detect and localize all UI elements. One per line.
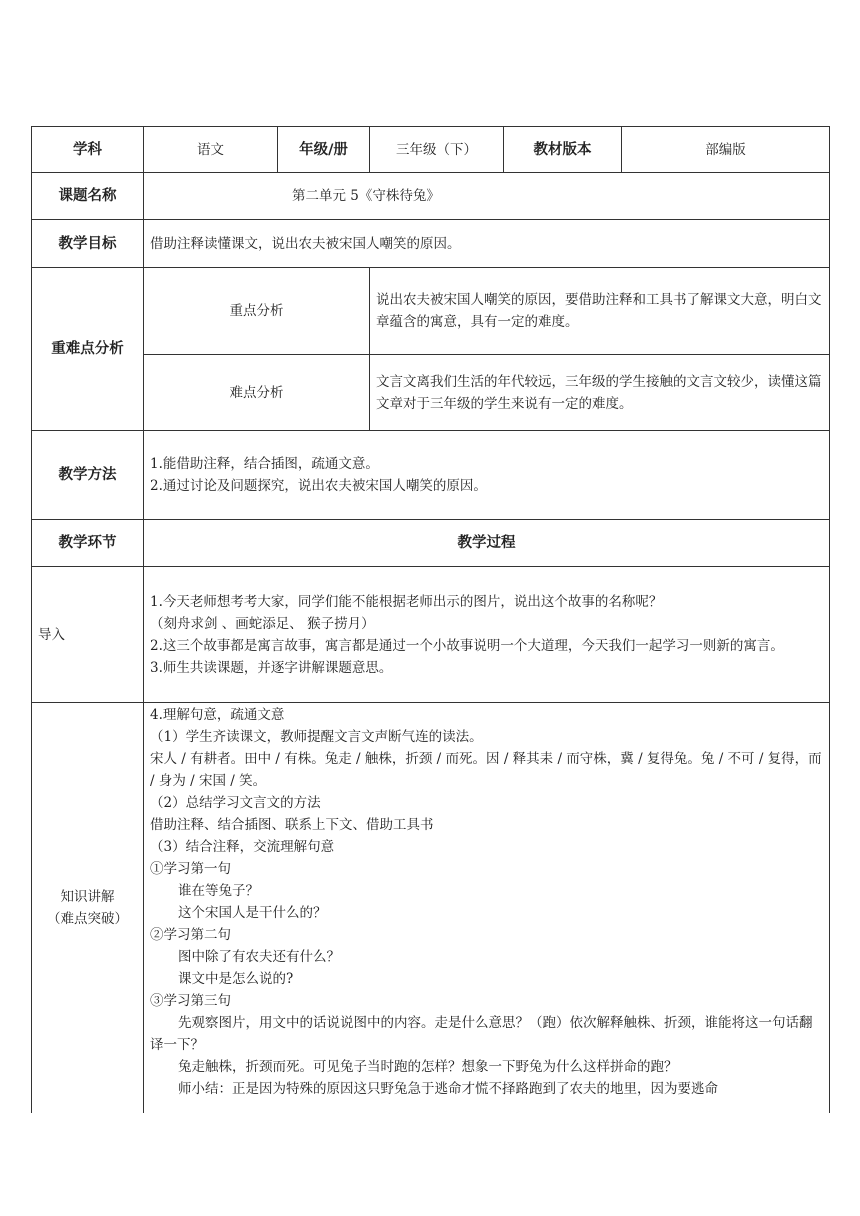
grade-value: 三年级（下）	[370, 127, 504, 173]
textbook-label: 教材版本	[504, 127, 622, 173]
method-content	[144, 431, 830, 520]
knowledge-line: ①学习第一句	[150, 861, 231, 877]
goal-value: 借助注释读懂课文，说出农夫被宋国人嘲笑的原因。	[144, 220, 830, 268]
method-line: 2.通过讨论及问题探究，说出农夫被宋国人嘲笑的原因。	[150, 478, 487, 494]
stage-header: 教学环节	[32, 520, 144, 567]
process-header: 教学过程	[144, 520, 830, 567]
knowledge-line: 谁在等兔子？	[178, 883, 259, 899]
intro-line: （刻舟求剑 、画蛇添足、 猴子捞月）	[150, 615, 375, 632]
knowledge-line: 兔走触株，折颈而死。可见兔子当时跑的怎样？想象一下野兔为什么这样拼命的跑？	[178, 1059, 678, 1075]
knowledge-content	[144, 703, 830, 1113]
difficult-point-label: 难点分析	[144, 355, 370, 431]
knowledge-line: 宋人 / 有耕者。田中 / 有株。兔走 / 触株，折颈 / 而死。因 / 释其耒 / 而守株，冀 / 复得兔。兔 / 不可 / 复得，而 / 身为 / 宋国 / 笑。	[150, 751, 822, 789]
analysis-label: 重难点分析	[32, 268, 144, 431]
knowledge-line: 借助注释、结合插图、联系上下文、借助工具书	[150, 817, 434, 833]
knowledge-line: （1）学生齐读课文，教师提醒文言文声断气连的读法。	[150, 729, 483, 745]
intro-line: 1.今天老师想考考大家，同学们能不能根据老师出示的图片，说出这个故事的名称呢？	[150, 593, 663, 610]
difficult-point-value: 文言文离我们生活的年代较远，三年级的学生接触的文言文较少，读懂这篇文章对于三年级的学生来说有一定的难度。	[370, 355, 830, 431]
goal-label: 教学目标	[32, 220, 144, 268]
intro-content	[144, 567, 830, 703]
grade-label: 年级/册	[278, 127, 370, 173]
knowledge-label	[32, 703, 144, 1113]
subject-label: 学科	[32, 127, 144, 173]
knowledge-line: 师小结：正是因为特殊的原因这只野兔急于逃命才慌不择路跑到了农夫的地里，因为要逃命	[178, 1081, 718, 1097]
knowledge-line: 课文中是怎么说的?	[178, 971, 294, 987]
knowledge-line: ③学习第三句	[150, 993, 231, 1009]
knowledge-line: 先观察图片，用文中的话说说图中的内容。走是什么意思？（跑）依次解释触株、折颈，谁能将这一句话翻译一下？	[150, 1015, 813, 1053]
knowledge-line: 图中除了有农夫还有什么？	[178, 949, 340, 965]
knowledge-line: 4.理解句意，疏通文意	[150, 707, 285, 723]
intro-line: 2.这三个故事都是寓言故事，寓言都是通过一个小故事说明一个大道理，今天我们一起学习一则新的寓言。	[150, 637, 784, 654]
knowledge-line: （3）结合注释，交流理解句意	[150, 839, 335, 855]
knowledge-line: 这个宋国人是干什么的？	[178, 905, 327, 921]
knowledge-label-line: 知识讲解	[60, 888, 115, 905]
lesson-title-label: 课题名称	[32, 173, 144, 220]
method-line: 1.能借助注释，结合插图，疏通文意。	[150, 456, 379, 472]
textbook-value: 部编版	[622, 127, 830, 173]
knowledge-label-line: （难点突破）	[47, 910, 128, 927]
lesson-title-value: 第二单元 5《守株待兔》	[144, 173, 830, 220]
intro-label: 导入	[32, 567, 144, 703]
knowledge-line: ②学习第二句	[150, 927, 231, 943]
key-point-label: 重点分析	[144, 268, 370, 355]
lesson-plan-table	[31, 126, 829, 1113]
key-point-value: 说出农夫被宋国人嘲笑的原因，要借助注释和工具书了解课文大意，明白文章蕴含的寓意，具有一定的难度。	[370, 268, 830, 355]
method-label: 教学方法	[32, 431, 144, 520]
subject-value: 语文	[144, 127, 278, 173]
intro-line: 3.师生共读课题，并逐字讲解课题意思。	[150, 659, 393, 676]
knowledge-line: （2）总结学习文言文的方法	[150, 795, 321, 811]
